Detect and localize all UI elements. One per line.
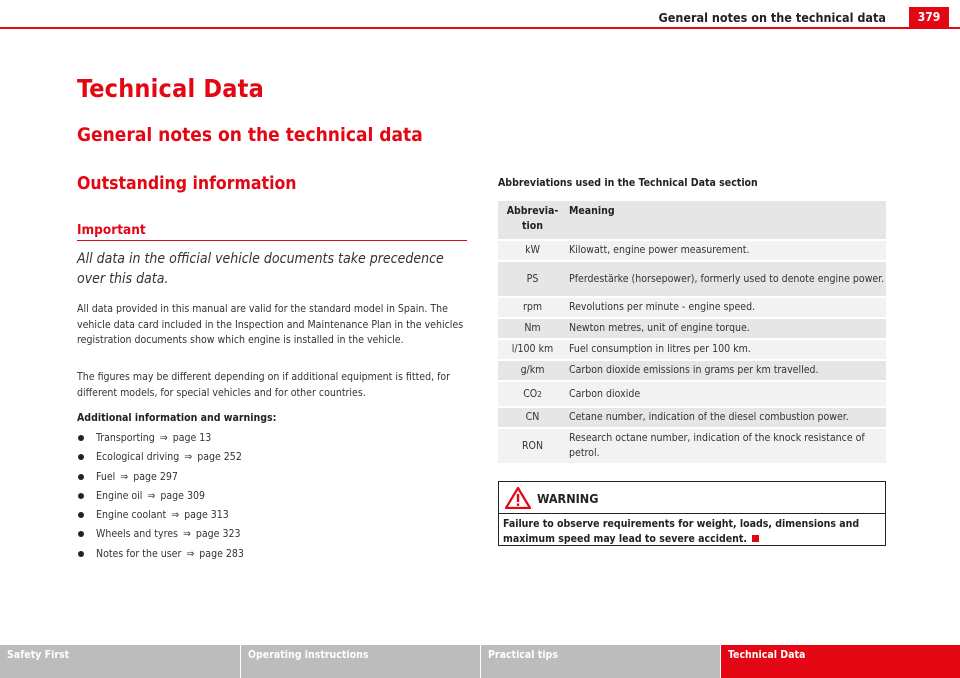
footer-tab-safety-first[interactable]: Safety First <box>0 645 240 678</box>
table-row <box>498 319 886 340</box>
abbreviations-title: Abbreviations used in the Technical Data section <box>498 177 758 189</box>
table-row <box>498 241 886 262</box>
page-link[interactable]: page 297 <box>133 470 178 483</box>
list-item[interactable]: Wheels and tyres ⇒ page 323 <box>77 527 467 546</box>
arrow-icon: ⇒ <box>184 451 193 464</box>
warning-text: Failure to observe requirements for weight, loads, dimensions and maximum speed may lead to severe accident. <box>503 518 860 545</box>
footer-navigation <box>0 645 960 678</box>
page-link[interactable]: page 13 <box>172 432 212 444</box>
meaning-cell: Research octane number, indication of the knock resistance of petrol. <box>569 432 865 459</box>
arrow-icon: ⇒ <box>186 547 195 560</box>
table-row <box>498 340 886 361</box>
meaning-cell: Carbon dioxide emissions in grams per km travelled. <box>569 364 819 376</box>
abbreviation-cell: CO 2 <box>523 387 542 400</box>
list-item[interactable]: Transporting ⇒ page 13 <box>77 431 467 450</box>
column-header-meaning: Meaning <box>569 205 615 217</box>
meaning-cell: Revolutions per minute - engine speed. <box>569 301 756 313</box>
meaning-cell: Cetane number, indication of the diesel combustion power. <box>569 411 849 423</box>
meaning-cell: Newton metres, unit of engine torque. <box>569 322 750 334</box>
arrow-icon: ⇒ <box>182 528 191 541</box>
subsection-title: Outstanding information <box>77 174 297 194</box>
lead-text: All data in the official vehicle documents take precedence over this data. <box>77 251 444 287</box>
table-row <box>498 382 886 408</box>
arrow-icon: ⇒ <box>147 489 156 502</box>
important-rule <box>77 240 467 241</box>
arrow-icon: ⇒ <box>171 509 180 522</box>
abbreviation-cell: Nm <box>524 322 541 334</box>
warning-header <box>499 482 885 514</box>
list-item[interactable]: Engine coolant ⇒ page 313 <box>77 508 467 527</box>
meaning-cell: Pferdestärke (horsepower), formerly used to denote engine power. <box>569 272 885 285</box>
warning-title: WARNING <box>537 491 599 506</box>
chapter-title: Technical Data <box>77 74 264 103</box>
footer-tab-practical-tips[interactable]: Practical tips <box>481 645 720 678</box>
arrow-icon: ⇒ <box>120 470 129 483</box>
important-label: Important <box>77 222 146 238</box>
page-link[interactable]: page 323 <box>195 528 241 541</box>
abbreviation-cell: kW <box>525 244 540 256</box>
table-row <box>498 361 886 382</box>
abbreviation-cell: rpm <box>522 301 543 313</box>
running-header-title: General notes on the technical data <box>658 10 886 25</box>
section-title: General notes on the technical data <box>77 124 423 146</box>
table-header-row <box>498 201 886 241</box>
footer-tab-technical-data[interactable]: Technical Data <box>721 645 960 678</box>
arrow-icon: ⇒ <box>159 432 168 444</box>
meaning-cell: Carbon dioxide <box>569 387 641 400</box>
page-link[interactable]: page 309 <box>160 489 205 502</box>
table-row <box>498 408 886 429</box>
abbreviation-cell: PS <box>526 272 539 285</box>
meaning-cell: Kilowatt, engine power measurement. <box>569 244 750 256</box>
page-link[interactable]: page 283 <box>199 547 244 560</box>
page-link[interactable]: page 313 <box>184 509 229 522</box>
abbreviation-cell: g/km <box>520 364 545 376</box>
page-number: 379 <box>909 7 949 27</box>
abbreviations-table <box>498 201 886 465</box>
column-header-abbreviation: Abbrevia- tion <box>506 205 559 232</box>
page-link[interactable]: page 252 <box>197 451 242 464</box>
reference-list <box>77 431 467 566</box>
additional-info-title: Additional information and warnings: <box>77 412 277 424</box>
abbreviation-cell: CN <box>525 411 540 423</box>
list-item[interactable]: Notes for the user ⇒ page 283 <box>77 547 467 566</box>
warning-triangle-icon <box>505 487 531 509</box>
list-item[interactable]: Ecological driving ⇒ page 252 <box>77 450 467 469</box>
table-row <box>498 429 886 465</box>
table-row <box>498 298 886 319</box>
paragraph-validity: All data provided in this manual are valid for the standard model in Spain. The vehicle data card included in the Inspection and Maintenance Plan in the vehicles registration documents show which engine is installed in the vehicle. <box>77 303 464 346</box>
table-row <box>498 262 886 298</box>
header-rule <box>0 27 960 29</box>
meaning-cell: Fuel consumption in litres per 100 km. <box>569 343 751 355</box>
paragraph-variations: The figures may be different depending on if additional equipment is fitted, for different models, for special vehicles and for other countries. <box>77 371 451 399</box>
abbreviation-cell: RON <box>521 439 544 452</box>
footer-tab-operating-instructions[interactable]: Operating instructions <box>241 645 480 678</box>
list-item[interactable]: Fuel ⇒ page 297 <box>77 470 467 489</box>
warning-box <box>498 481 886 546</box>
list-item[interactable]: Engine oil ⇒ page 309 <box>77 489 467 508</box>
end-of-section-marker <box>752 535 759 542</box>
abbreviation-cell: l/100 km <box>511 343 554 355</box>
